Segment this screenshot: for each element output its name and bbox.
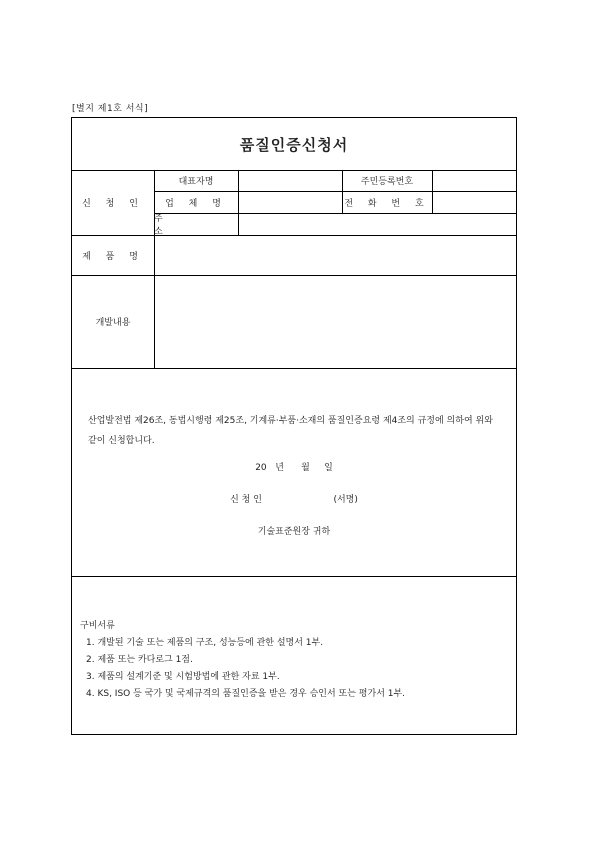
form-title: 품질인증신청서 [239, 135, 349, 154]
applicant-section-label: 신 청 인 [82, 199, 144, 209]
address-field[interactable] [238, 213, 516, 235]
application-form [71, 117, 517, 735]
product-name-field[interactable] [154, 235, 516, 275]
attachment-item: 3. 제품의 설계기준 및 시험방법에 관한 자료 1부. [86, 672, 280, 682]
company-field[interactable] [238, 191, 342, 213]
attachments-title: 구비서류 [80, 621, 115, 631]
applicant-signature-line: 신 청 인 (서명) [230, 495, 358, 505]
attachment-item: 2. 제품 또는 카다로그 1점. [86, 655, 193, 665]
form-number-label: [별지 제1호 서식] [72, 104, 149, 114]
development-label: 개발내용 [95, 318, 131, 328]
rep-name-label: 대표자명 [178, 177, 214, 187]
attachment-item: 4. KS, ISO 등 국가 및 국제규격의 품질인증을 받은 경우 승인서 또는 평가서 1부. [86, 689, 406, 699]
rep-name-field[interactable] [238, 170, 342, 191]
company-label: 업 체 명 [165, 198, 227, 209]
resident-no-field[interactable] [432, 170, 516, 191]
title-row [72, 118, 516, 171]
address-label: 주 소 [154, 214, 191, 237]
divider [72, 576, 516, 577]
addressee: 기술표준원장 귀하 [257, 527, 331, 537]
application-statement: 산업발전법 제26조, 동법시행령 제25조, 기계류·부품·소재의 품질인증요령 제4조의 규정에 의하여 위와 같이 신청합니다. [88, 416, 493, 446]
resident-no-label: 주민등록번호 [360, 177, 414, 187]
divider [72, 368, 516, 369]
development-field[interactable] [154, 275, 516, 368]
date-line: 20 년 월 일 [255, 463, 333, 473]
product-name-label: 제 품 명 [82, 251, 144, 262]
phone-label: 전 화 번 호 [344, 198, 430, 209]
attachment-item: 1. 개발된 기술 또는 제품의 구조, 성능등에 관한 설명서 1부. [86, 638, 324, 648]
phone-field[interactable] [432, 191, 516, 213]
